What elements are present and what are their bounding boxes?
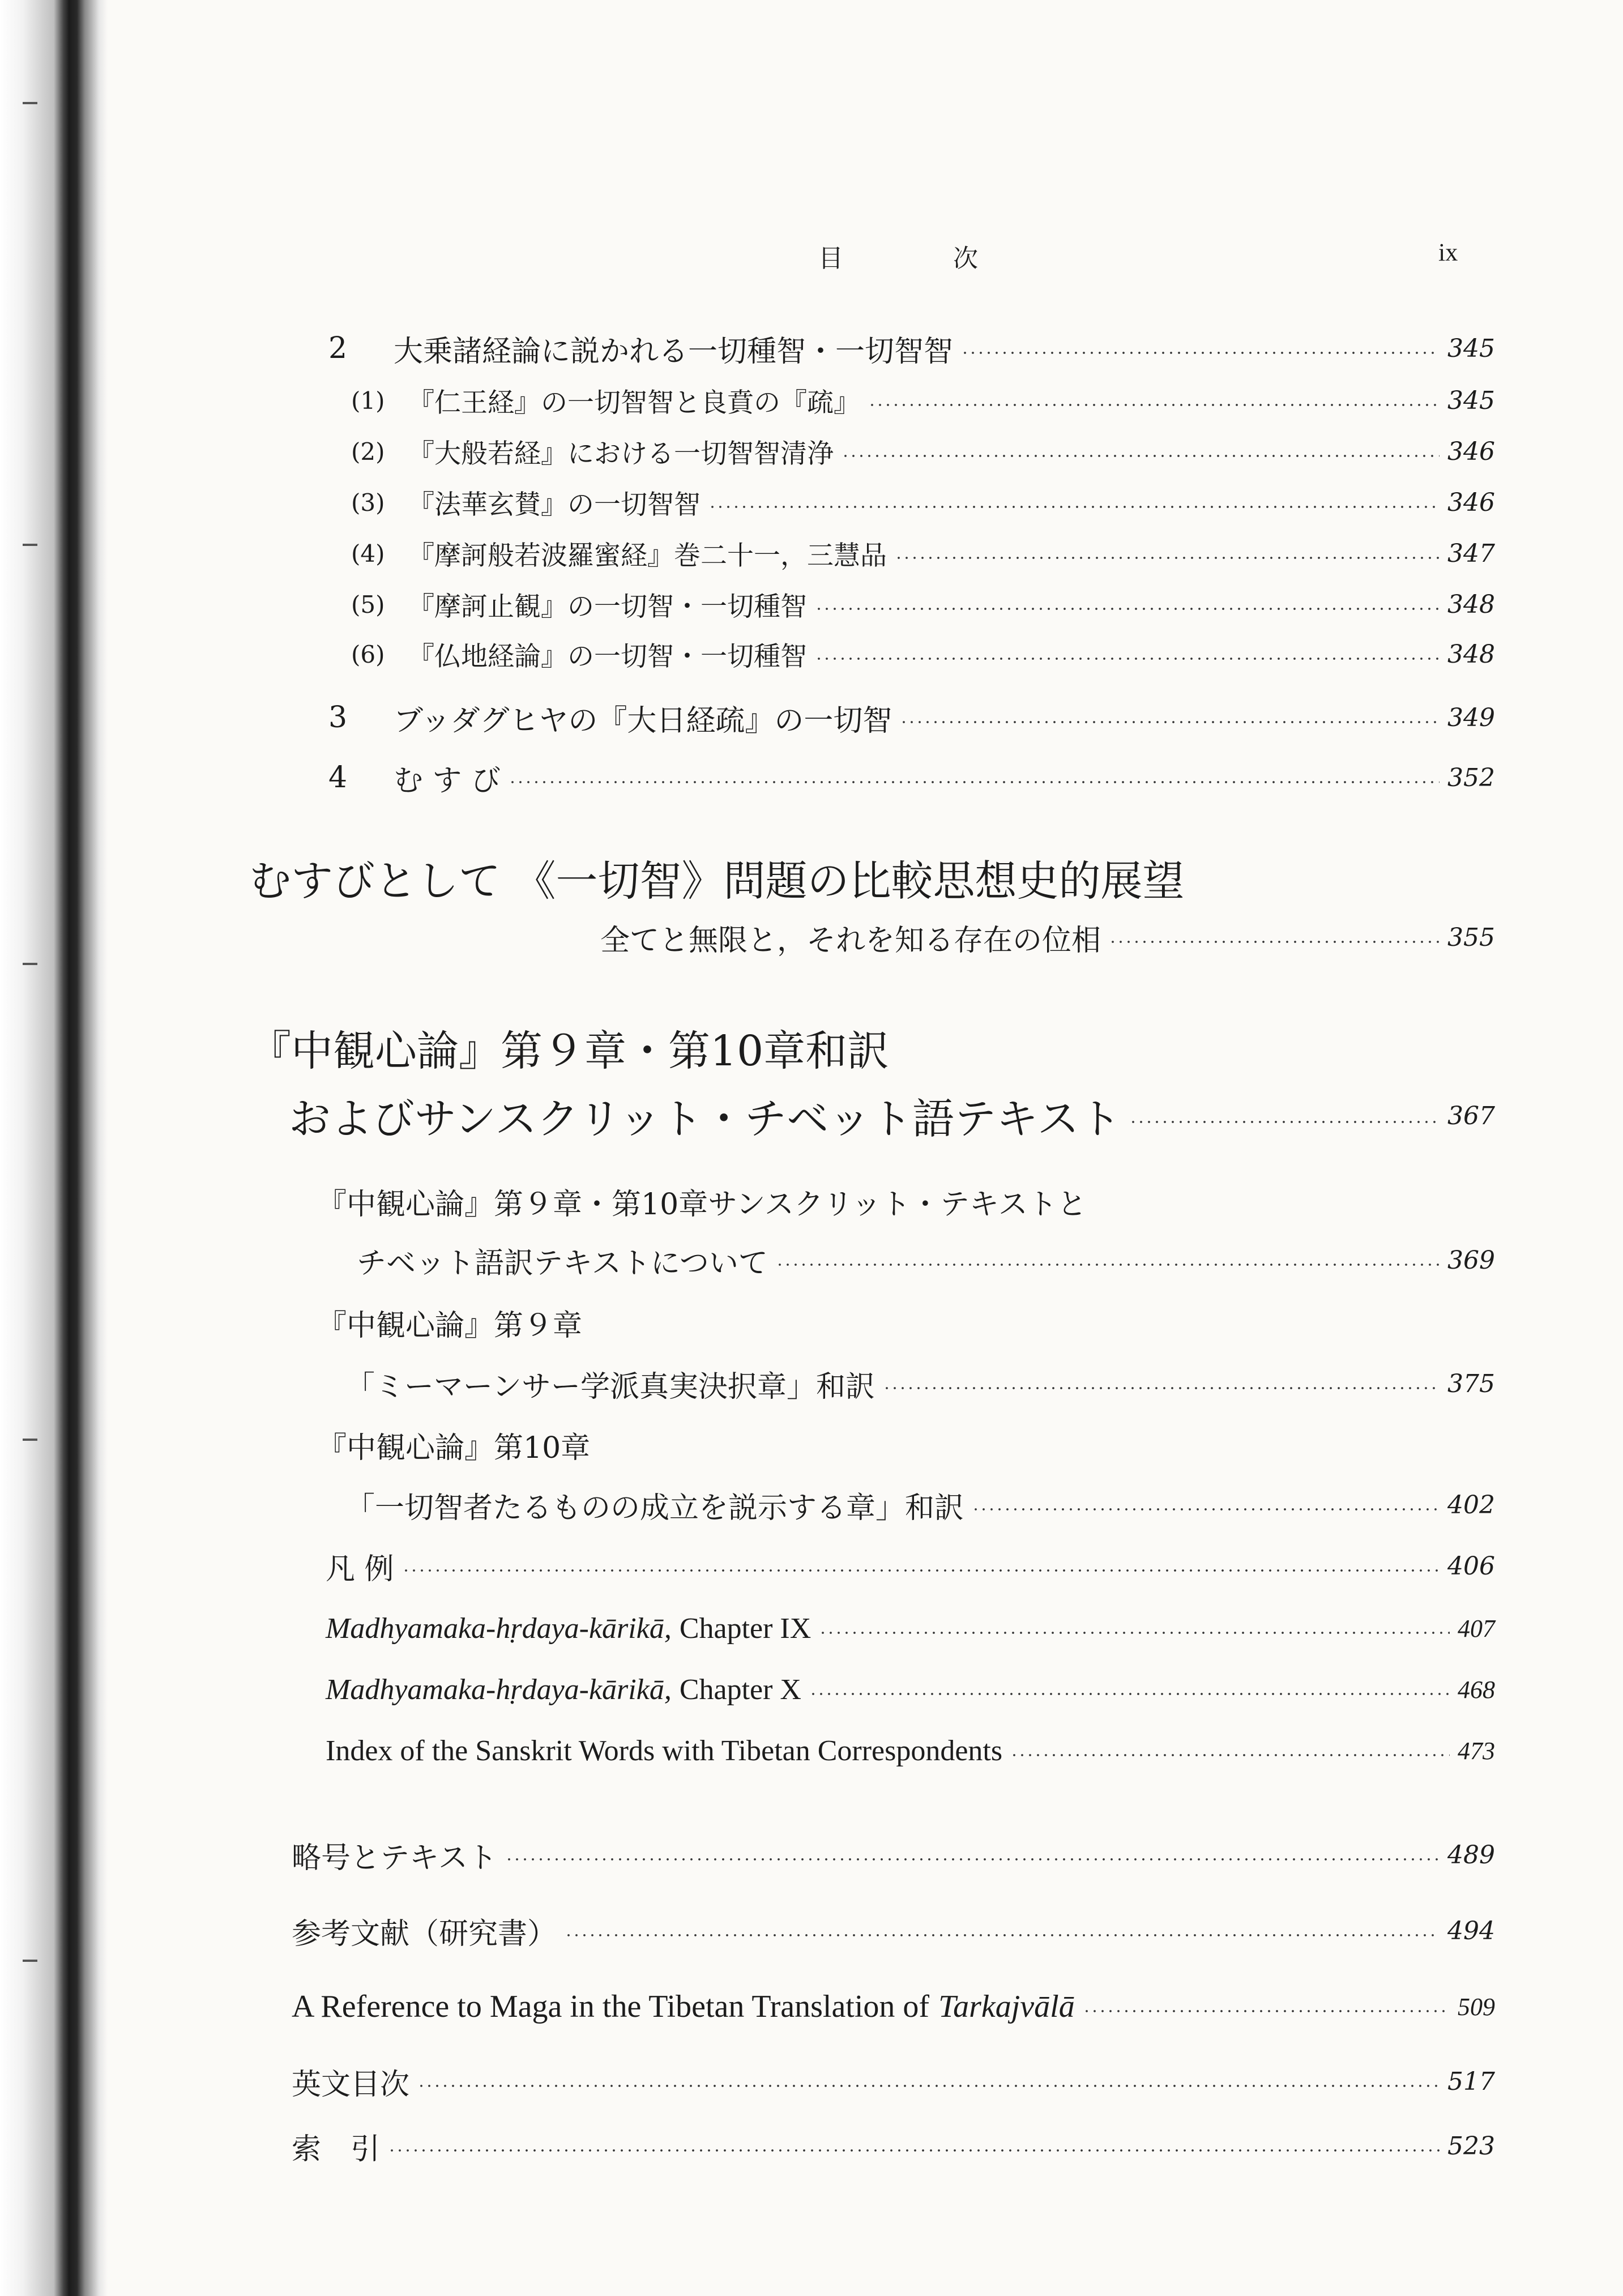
chapter-subtitle-text: 全てと無限と，それを知る存在の位相 [600, 923, 1101, 958]
toc-entry-section-4[interactable] [328, 758, 1495, 797]
toc-entry-english-contents[interactable] [292, 2062, 1495, 2101]
toc-entry-page: 473 [1458, 1736, 1495, 1765]
toc-subentry-number: (1) [351, 386, 385, 415]
toc-entry-intro-line2[interactable] [357, 1240, 1495, 1280]
toc-entry-title: 大乗諸経論に説かれる一切種智・一切智智 [394, 334, 954, 369]
toc-entry-title-italic: Tarkajvālā [938, 1989, 1075, 2024]
toc-entry-ch10-line1[interactable]: 『中観心論』第10章 [317, 1431, 591, 1465]
dot-leader [1129, 1120, 1440, 1124]
dot-leader [708, 505, 1440, 509]
dot-leader [809, 1692, 1450, 1696]
chapter-title-conclusion[interactable]: むすびとして 《一切智》問題の比較思想史的展望 [249, 857, 1185, 906]
dot-leader [815, 657, 1440, 660]
binding-mark [23, 963, 37, 965]
toc-subentry-title: 『摩訶止観』の一切智・一切種智 [408, 591, 807, 622]
toc-entry-title: 索 引 [292, 2132, 381, 2166]
toc-entry-section-3[interactable] [328, 698, 1495, 737]
toc-entry-title-italic: Madhyamaka-hṛdaya-kārikā, [326, 1673, 672, 1706]
toc-entry-title: チベット語訳テキストについて [357, 1246, 768, 1281]
toc-subentry-2-1[interactable] [351, 381, 1495, 420]
chapter-page: 355 [1447, 923, 1495, 952]
toc-entry-page: 352 [1447, 763, 1495, 792]
part-title-text: およびサンスクリット・チベット語テキスト [289, 1095, 1121, 1143]
toc-entry-page: 509 [1458, 1992, 1495, 2021]
dot-leader [815, 607, 1440, 611]
running-header [0, 238, 1623, 272]
toc-subentry-2-6[interactable] [351, 634, 1495, 674]
part-title-translation-line2[interactable] [289, 1087, 1495, 1144]
toc-entry-title: Chapter IX [679, 1612, 812, 1645]
toc-entry-intro-line1[interactable]: 『中観心論』第９章・第10章サンスクリット・テキストと [317, 1187, 1087, 1222]
toc-entry-title: 英文目次 [292, 2067, 410, 2102]
toc-entry-page: 407 [1458, 1614, 1495, 1642]
toc-subentry-2-5[interactable] [351, 584, 1495, 624]
dot-leader [388, 2149, 1440, 2152]
toc-entry-title: Index of the Sanskrit Words with Tibetan Correspondents [326, 1734, 1003, 1767]
dot-leader [961, 351, 1440, 355]
toc-subentry-page: 348 [1447, 639, 1495, 669]
toc-entry-page: 517 [1447, 2067, 1495, 2096]
binding-mark [23, 1439, 37, 1441]
toc-subentry-2-3[interactable] [351, 483, 1495, 522]
part-title-translation-line1[interactable]: 『中観心論』第９章・第10章和訳 [249, 1027, 890, 1076]
toc-entry-page: 345 [1447, 334, 1495, 363]
dot-leader [895, 556, 1440, 560]
dot-leader [900, 720, 1440, 724]
toc-entry-page: 402 [1447, 1490, 1495, 1520]
toc-entry-ch10-line2[interactable] [345, 1485, 1495, 1525]
dot-leader [776, 1263, 1440, 1266]
toc-entry-maga-reference[interactable] [292, 1987, 1495, 2026]
book-binding-shadow [0, 0, 108, 2296]
toc-subentry-2-4[interactable] [351, 534, 1495, 573]
toc-entry-title: 「一切智者たるものの成立を説示する章」和訳 [345, 1491, 964, 1525]
toc-entry-notes[interactable] [326, 1546, 1495, 1586]
toc-entry-page: 489 [1447, 1840, 1495, 1870]
toc-entry-page: 369 [1447, 1245, 1495, 1275]
dot-leader [1083, 2009, 1450, 2013]
toc-entry-title: む す び [394, 763, 501, 798]
toc-subentry-page: 345 [1447, 386, 1495, 415]
toc-entry-mhk-chapter-9[interactable] [326, 1608, 1495, 1648]
dot-leader [565, 1934, 1440, 1937]
toc-subentry-title: 『仏地経論』の一切智・一切種智 [408, 641, 807, 672]
dot-leader [819, 1631, 1450, 1634]
dot-leader [402, 1569, 1440, 1572]
toc-entry-page: 468 [1458, 1675, 1495, 1704]
dot-leader [972, 1508, 1440, 1511]
toc-entry-title-italic: Madhyamaka-hṛdaya-kārikā, [326, 1612, 672, 1645]
toc-entry-page: 523 [1447, 2131, 1495, 2161]
toc-entry-page: 375 [1447, 1369, 1495, 1398]
dot-leader [883, 1386, 1440, 1390]
toc-subentry-title: 『仁王経』の一切智智と良賁の『疏』 [408, 387, 860, 419]
dot-leader [505, 1858, 1440, 1861]
toc-entry-section-2[interactable] [328, 328, 1495, 368]
dot-leader [1010, 1753, 1450, 1757]
toc-entry-sanskrit-index[interactable] [326, 1731, 1495, 1770]
toc-entry-number: 4 [328, 761, 348, 795]
toc-subentry-number: (6) [351, 640, 385, 668]
toc-entry-title: 参考文献（研究書） [292, 1917, 557, 1951]
running-header-title: 目 次 [818, 244, 1029, 273]
toc-entry-ch9-line1[interactable]: 『中観心論』第９章 [317, 1308, 583, 1343]
toc-subentry-number: (2) [351, 437, 385, 466]
toc-entry-index[interactable] [292, 2126, 1495, 2166]
dot-leader [509, 780, 1440, 784]
toc-subentry-number: (3) [351, 488, 385, 517]
toc-subentry-number: (5) [351, 590, 385, 618]
toc-entry-page: 406 [1447, 1551, 1495, 1581]
toc-entry-ch9-line2[interactable] [345, 1364, 1495, 1403]
binding-mark [23, 544, 37, 546]
toc-entry-mhk-chapter-10[interactable] [326, 1670, 1495, 1709]
toc-entry-title: 略号とテキスト [292, 1841, 497, 1875]
toc-entry-page: 494 [1447, 1916, 1495, 1945]
toc-subentry-page: 346 [1447, 437, 1495, 466]
toc-entry-title: ブッダグヒヤの『大日経疏』の一切智 [394, 703, 892, 738]
toc-entry-number: 3 [328, 701, 348, 735]
toc-subentry-title: 『法華玄賛』の一切智智 [408, 489, 701, 520]
toc-entry-title: 凡 例 [326, 1552, 394, 1586]
dot-leader [868, 403, 1440, 407]
binding-mark [23, 102, 37, 104]
part-page: 367 [1447, 1101, 1495, 1130]
toc-entry-number: 2 [328, 331, 348, 365]
binding-mark [23, 1960, 37, 1962]
toc-subentry-title: 『摩訶般若波羅蜜経』巻二十一，三慧品 [408, 540, 887, 571]
toc-subentry-page: 347 [1447, 539, 1495, 568]
toc-entry-title: 「ミーマーンサー学派真実決択章」和訳 [345, 1369, 875, 1404]
toc-subentry-2-2[interactable] [351, 432, 1495, 471]
chapter-subtitle-conclusion[interactable] [600, 917, 1495, 957]
toc-subentry-page: 348 [1447, 590, 1495, 619]
toc-entry-page: 349 [1447, 703, 1495, 732]
dot-leader [1109, 940, 1440, 944]
toc-entry-title: Chapter X [679, 1673, 801, 1706]
toc-entry-abbreviations[interactable] [292, 1835, 1495, 1875]
dot-leader [842, 454, 1440, 458]
toc-subentry-page: 346 [1447, 488, 1495, 517]
running-header-page-number: ix [1438, 238, 1458, 266]
dot-leader [417, 2084, 1440, 2088]
toc-entry-bibliography[interactable] [292, 1911, 1495, 1951]
toc-entry-title: A Reference to Maga in the Tibetan Translation of [292, 1989, 930, 2024]
toc-subentry-title: 『大般若経』における一切智智清浄 [408, 438, 834, 470]
toc-subentry-number: (4) [351, 539, 385, 567]
